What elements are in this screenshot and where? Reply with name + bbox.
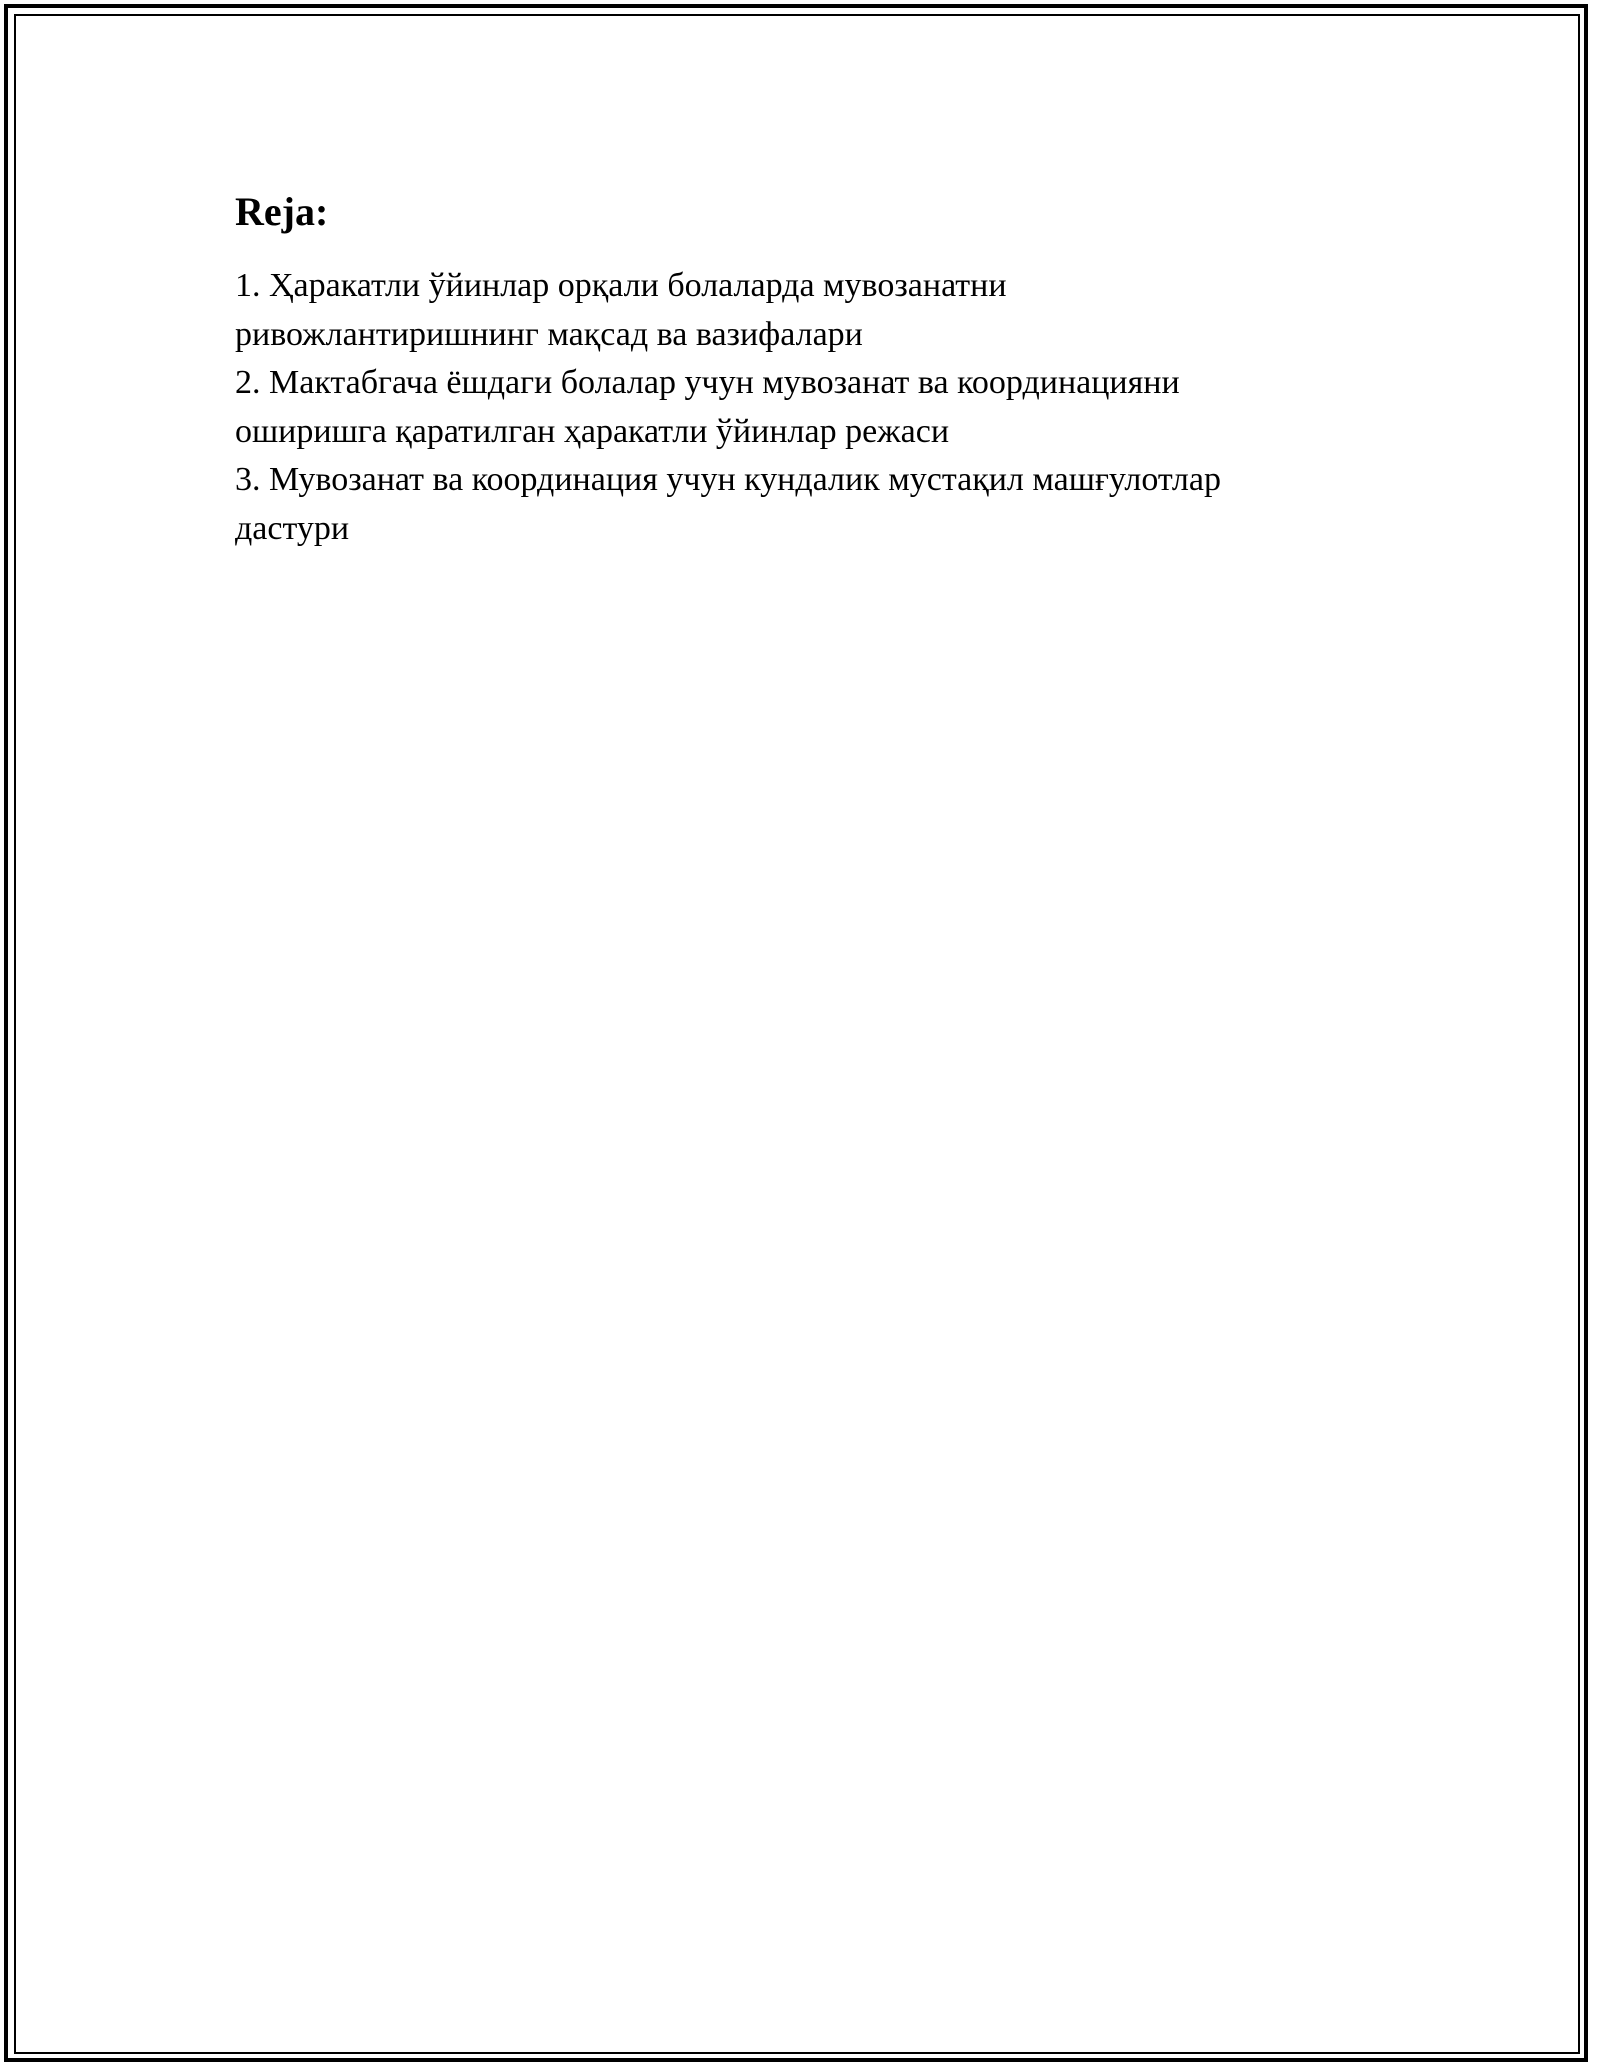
document-title: Reja: xyxy=(235,189,329,234)
plan-item-1 xyxy=(235,262,1375,359)
plan-list xyxy=(235,262,1375,553)
plan-item-2 xyxy=(235,359,1375,456)
plan-item-1-line-2: ривожлантиришнинг мақсад ва вазифалари xyxy=(235,315,863,353)
plan-item-3-line-1: 3. Мувозанат ва координация учун кундалик мустақил машғулотлар xyxy=(235,461,1221,498)
plan-item-2-line-1: 2. Мактабгача ёшдаги болалар учун мувозанат ва координацияни xyxy=(235,364,1180,401)
document-content xyxy=(235,184,1375,553)
plan-item-3-line-2: дастури xyxy=(235,509,350,547)
plan-item-3 xyxy=(235,456,1375,553)
plan-item-1-line-1: 1. Ҳаракатли ўйинлар орқали болаларда мувозанатни xyxy=(235,267,1007,304)
plan-item-2-line-2: оширишга қаратилган ҳаракатли ўйинлар режаси xyxy=(235,412,950,450)
